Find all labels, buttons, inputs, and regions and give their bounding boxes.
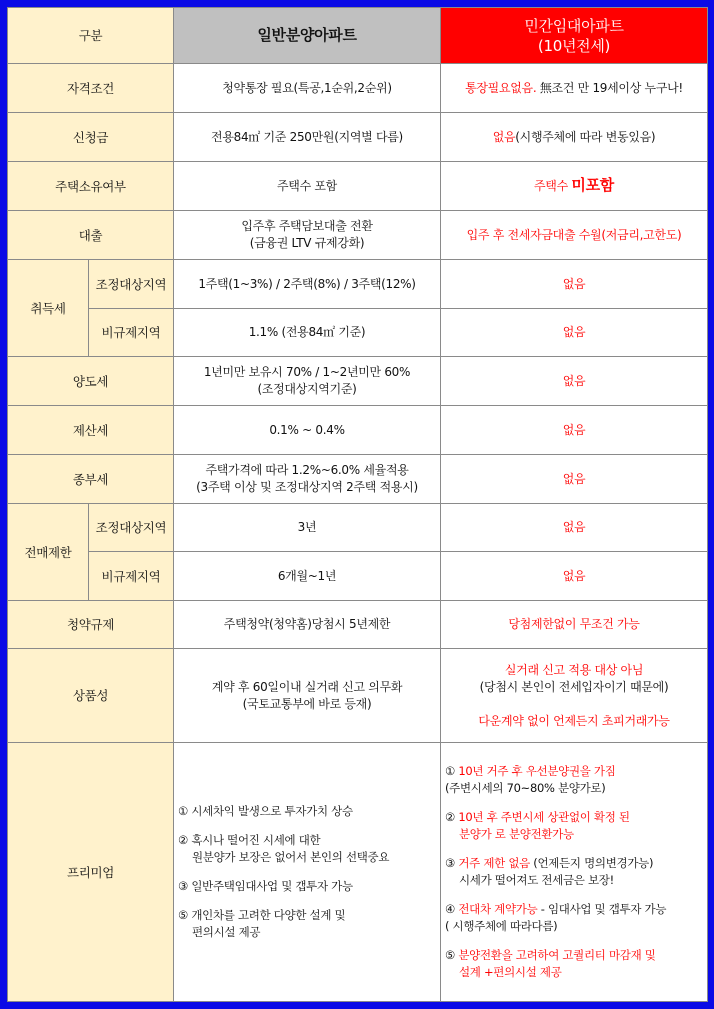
premium-highlight: 분양전환을 고려하여 고퀄리티 마감재 및 xyxy=(458,948,656,962)
row-label: 청약규제 xyxy=(8,601,174,649)
comparison-table xyxy=(7,7,708,1002)
premium-highlight: 10년 거주 후 우선분양권을 가짐 xyxy=(458,764,616,778)
sub-label: 조정대상지역 xyxy=(89,504,174,552)
row-label: 신청금 xyxy=(8,113,174,162)
rental-highlight: 통장필요없음. xyxy=(465,80,537,95)
rental-text: 無조건 만 19세이상 누구나! xyxy=(536,80,683,95)
sub-label: 비규제지역 xyxy=(89,309,174,357)
rental-cell xyxy=(441,64,708,113)
rental-cell: 없음 xyxy=(441,357,708,406)
rental-line: (당첨시 본인이 전세입자이기 때문에) xyxy=(479,679,669,694)
row-label: 주택소유여부 xyxy=(8,162,174,211)
premium-highlight: 10년 후 주변시세 상관없이 확정 된 xyxy=(458,810,630,824)
rental-text: (시행주체에 따라 변동있음) xyxy=(515,129,656,144)
premium-line: 시세가 떨어져도 전세금은 보장! xyxy=(459,873,614,887)
sub-label: 비규제지역 xyxy=(89,552,174,601)
premium-item: ① 시세차익 발생으로 투자가치 상승 xyxy=(178,804,353,818)
rental-cell: 입주 후 전세자금대출 수월(저금리,고한도) xyxy=(441,211,708,260)
premium-highlight: 설계 +편의시설 제공 xyxy=(459,965,562,979)
general-line: 주택가격에 따라 1.2%~6.0% 세율적용 xyxy=(205,463,409,477)
item-number: ② xyxy=(445,810,459,824)
general-line: 1년미만 보유시 70% / 1~2년미만 60% xyxy=(203,365,411,379)
table-row xyxy=(8,64,708,113)
rental-cell xyxy=(441,162,708,211)
rental-line: 다운계약 없이 언제든지 초피거래가능 xyxy=(478,713,670,728)
row-label: 종부세 xyxy=(8,455,174,504)
row-label: 제산세 xyxy=(8,406,174,455)
table-row xyxy=(8,162,708,211)
premium-item: ③ 일반주택임대사업 및 갭투자 가능 xyxy=(178,879,353,893)
general-cell: 6개월~1년 xyxy=(174,552,441,601)
table-row xyxy=(8,552,708,601)
item-number: ① xyxy=(445,764,459,778)
header-row xyxy=(8,8,708,64)
row-label: 대출 xyxy=(8,211,174,260)
rental-highlight: 미포함 xyxy=(571,176,614,194)
rental-line: 실거래 신고 적용 대상 아님 xyxy=(504,662,644,677)
general-line: (조정대상지역기준) xyxy=(257,382,357,396)
general-cell: 주택청약(청약홈)당첨시 5년제한 xyxy=(174,601,441,649)
premium-line: ② 혹시나 떨어진 시세에 대한 xyxy=(178,833,321,847)
general-cell xyxy=(174,357,441,406)
header-rental xyxy=(441,8,708,64)
general-cell xyxy=(174,743,441,1002)
premium-line: 원분양가 보장은 없어서 본인의 선택중요 xyxy=(192,850,390,864)
general-cell: 주택수 포함 xyxy=(174,162,441,211)
rental-cell: 없음 xyxy=(441,406,708,455)
premium-item xyxy=(445,763,707,797)
table-row xyxy=(8,211,708,260)
premium-item xyxy=(445,809,707,843)
premium-highlight: 전대차 계약가능 xyxy=(458,902,538,916)
row-label: 상품성 xyxy=(8,649,174,743)
item-number: ④ xyxy=(445,902,459,916)
premium-line: 편의시설 제공 xyxy=(192,925,261,939)
table-row xyxy=(8,309,708,357)
premium-line: ⑤ 개인차를 고려한 다양한 설계 및 xyxy=(178,908,346,922)
row-label: 전매제한 xyxy=(8,504,89,601)
general-cell: 1.1% (전용84㎡ 기준) xyxy=(174,309,441,357)
general-line: 계약 후 60일이내 실거래 신고 의무화 xyxy=(211,679,403,694)
general-cell: 0.1% ~ 0.4% xyxy=(174,406,441,455)
rental-text: 주택수 xyxy=(534,179,572,193)
header-general: 일반분양아파트 xyxy=(174,8,441,64)
row-label: 프리미엄 xyxy=(8,743,174,1002)
row-label: 양도세 xyxy=(8,357,174,406)
premium-line: ( 시행주체에 따라다름) xyxy=(445,919,558,933)
table-row xyxy=(8,601,708,649)
general-line: 입주후 주택담보대출 전환 xyxy=(241,219,373,233)
premium-item xyxy=(178,907,440,941)
general-cell: 전용84㎡ 기준 250만원(지역별 다름) xyxy=(174,113,441,162)
table-row xyxy=(8,357,708,406)
premium-line: - 임대사업 및 갭투자 가능 xyxy=(537,902,667,916)
general-line: (국토교통부에 바로 등재) xyxy=(242,696,372,711)
rental-cell xyxy=(441,649,708,743)
premium-line: (주변시세의 70~80% 분양가로) xyxy=(445,781,606,795)
item-number: ③ xyxy=(445,856,459,870)
general-cell xyxy=(174,211,441,260)
premium-item xyxy=(445,855,707,889)
rental-highlight: 없음 xyxy=(492,129,516,144)
header-rental-subtitle: (10년전세) xyxy=(537,36,611,55)
rental-cell xyxy=(441,113,708,162)
table-row xyxy=(8,649,708,743)
table-row xyxy=(8,455,708,504)
rental-cell: 없음 xyxy=(441,455,708,504)
general-cell xyxy=(174,649,441,743)
table-row xyxy=(8,743,708,1002)
rental-cell xyxy=(441,743,708,1002)
header-rental-title: 민간임대아파트 xyxy=(524,16,624,35)
premium-highlight: 거주 제한 없음 xyxy=(458,856,530,870)
premium-item xyxy=(445,901,707,935)
premium-highlight: 분양가 로 분양전환가능 xyxy=(459,827,574,841)
general-cell: 3년 xyxy=(174,504,441,552)
table-row xyxy=(8,504,708,552)
rental-cell: 없음 xyxy=(441,504,708,552)
general-cell: 청약통장 필요(특공,1순위,2순위) xyxy=(174,64,441,113)
general-cell xyxy=(174,455,441,504)
premium-line: (언제든지 명의변경가능) xyxy=(529,856,654,870)
general-line: (금융권 LTV 규제강화) xyxy=(249,236,365,250)
item-number: ⑤ xyxy=(445,948,459,962)
premium-item xyxy=(445,947,707,981)
row-label: 자격조건 xyxy=(8,64,174,113)
premium-item xyxy=(178,832,440,866)
table-row xyxy=(8,406,708,455)
sub-label: 조정대상지역 xyxy=(89,260,174,309)
general-cell: 1주택(1~3%) / 2주택(8%) / 3주택(12%) xyxy=(174,260,441,309)
rental-cell: 없음 xyxy=(441,260,708,309)
row-label: 취득세 xyxy=(8,260,89,357)
general-line: (3주택 이상 및 조정대상지역 2주택 적용시) xyxy=(196,480,418,494)
rental-cell: 당첨제한없이 무조건 가능 xyxy=(441,601,708,649)
table-row xyxy=(8,113,708,162)
table-row xyxy=(8,260,708,309)
rental-cell: 없음 xyxy=(441,552,708,601)
rental-cell: 없음 xyxy=(441,309,708,357)
header-category: 구분 xyxy=(8,8,174,64)
